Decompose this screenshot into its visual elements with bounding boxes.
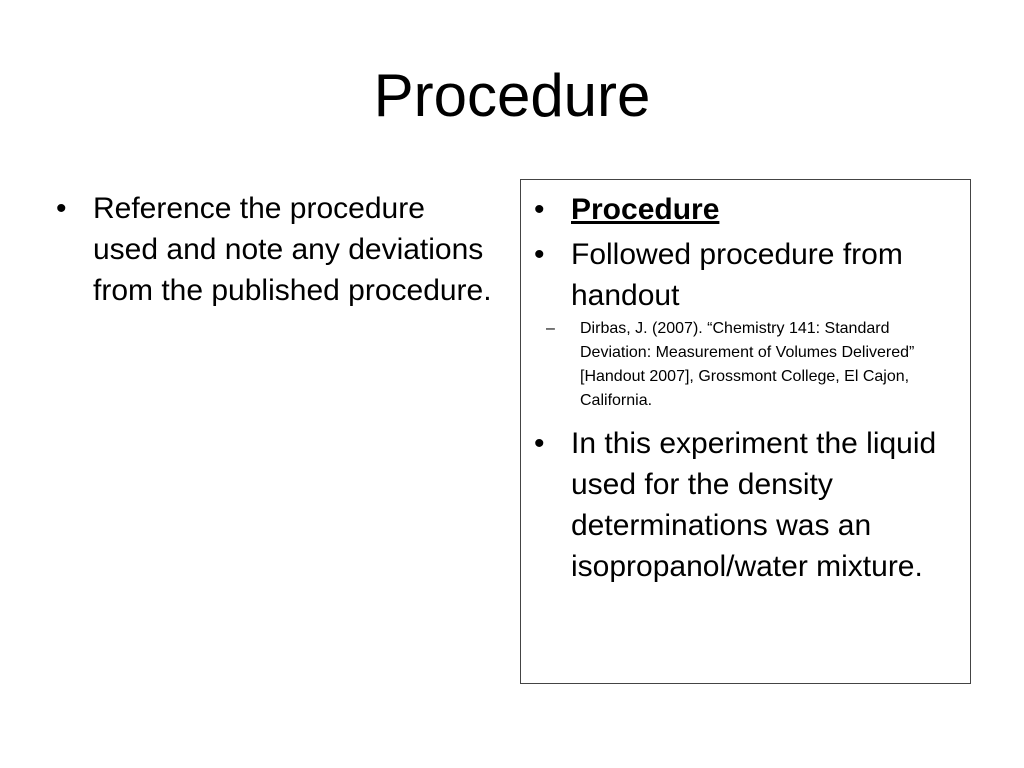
bullet-marker: • [534, 193, 545, 226]
right-bullet-item [534, 423, 964, 587]
left-content [56, 188, 496, 311]
left-bullet-text: Reference the procedure used and note any deviations from the published procedure. [93, 192, 492, 307]
bullet-marker: • [534, 427, 545, 460]
sub-bullet-item [534, 317, 964, 413]
right-bullet-list [534, 189, 964, 587]
right-bullet-text: Followed procedure from handout [571, 238, 903, 312]
right-content [534, 189, 964, 587]
right-bullet-item [534, 234, 964, 316]
left-bullet-list [56, 188, 496, 311]
slide-title: Procedure [373, 62, 651, 129]
procedure-heading: Procedure [571, 193, 720, 226]
right-content-box [520, 179, 971, 684]
right-bullet-heading [534, 189, 964, 230]
sub-bullet-marker: – [546, 320, 555, 337]
citation-text: Dirbas, J. (2007). “Chemistry 141: Standard Deviation: Measurement of Volumes Delivered” [Handout 2007], Grossmont College, El Cajon, California. [580, 320, 915, 409]
left-bullet-item [56, 188, 496, 311]
bullet-marker: • [534, 238, 545, 271]
right-bullet-text: In this experiment the liquid used for the density determinations was an isopropanol/water mixture. [571, 427, 937, 583]
bullet-marker: • [56, 192, 67, 225]
